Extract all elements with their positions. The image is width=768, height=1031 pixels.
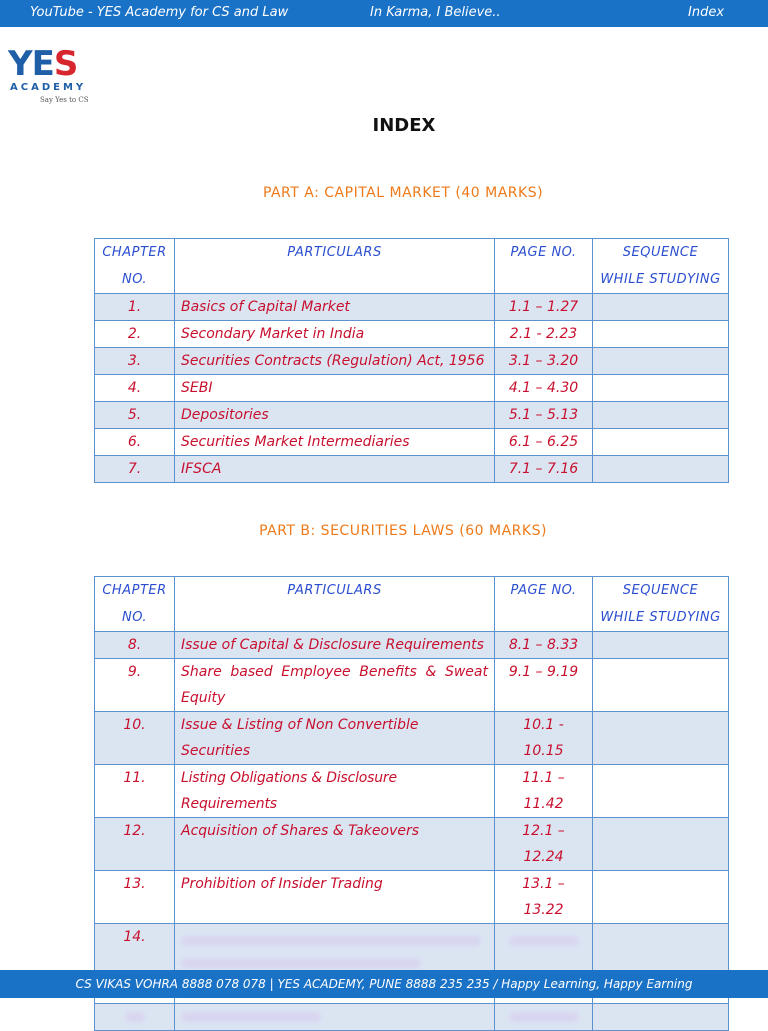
- logo-word-blue: YE: [8, 44, 54, 84]
- table-row: [95, 456, 729, 483]
- col-header-particulars: PARTICULARS: [175, 239, 495, 294]
- header-right-text: Index: [688, 5, 725, 20]
- chapter-no: 7.: [95, 456, 175, 483]
- sequence-cell: [593, 375, 729, 402]
- chapter-particular: Share based Employee Benefits & Sweat Equity: [175, 659, 495, 712]
- col-header-page: PAGE NO.: [495, 239, 593, 294]
- footer-bar: CS VIKAS VOHRA 8888 078 078 | YES ACADEMY, PUNE 8888 235 235 / Happy Learning, Happy Earning: [0, 970, 768, 998]
- chapter-no: 1.: [95, 294, 175, 321]
- chapter-no: 5.: [95, 402, 175, 429]
- chapter-particular: SEBI: [175, 375, 495, 402]
- col-header-sequence: SEQUENCE WHILE STUDYING: [593, 239, 729, 294]
- sequence-cell: [593, 871, 729, 924]
- col-header-chapter: CHAPTER NO.: [95, 239, 175, 294]
- chapter-pages: 5.1 – 5.13: [495, 402, 593, 429]
- col-header-page: PAGE NO.: [495, 577, 593, 632]
- logo-tagline: Say Yes to CS: [40, 96, 89, 104]
- chapter-no: 12.: [95, 818, 175, 871]
- sequence-cell: [593, 429, 729, 456]
- chapter-no: 2.: [95, 321, 175, 348]
- sequence-cell: [593, 348, 729, 375]
- chapter-particular: IFSCA: [175, 456, 495, 483]
- chapter-particular: Securities Contracts (Regulation) Act, 1956: [175, 348, 495, 375]
- chapter-pages: 1.1 – 1.27: [495, 294, 593, 321]
- sequence-cell: [593, 321, 729, 348]
- chapter-particular: Prohibition of Insider Trading: [175, 871, 495, 924]
- part-a-title: PART A: CAPITAL MARKET (40 MARKS): [262, 185, 544, 201]
- part-b-table: [94, 576, 729, 1031]
- chapter-pages: 11.1 – 11.42: [495, 765, 593, 818]
- chapter-no: 13.: [95, 871, 175, 924]
- chapter-pages: 9.1 – 9.19: [495, 659, 593, 712]
- sequence-cell: [593, 659, 729, 712]
- chapter-pages: 6.1 – 6.25: [495, 429, 593, 456]
- chapter-pages-blurred: [495, 924, 593, 977]
- sequence-cell: [593, 924, 729, 977]
- table-row: [95, 712, 729, 765]
- table-header-row: [95, 239, 729, 294]
- table-row-blurred: [95, 1004, 729, 1031]
- chapter-particular: Depositories: [175, 402, 495, 429]
- header-bar: [0, 0, 768, 27]
- chapter-particular: Issue of Capital & Disclosure Requirements: [175, 632, 495, 659]
- page-title: INDEX: [372, 115, 436, 136]
- table-row: [95, 871, 729, 924]
- chapter-pages: 2.1 - 2.23: [495, 321, 593, 348]
- table-row: [95, 294, 729, 321]
- chapter-pages: 8.1 – 8.33: [495, 632, 593, 659]
- chapter-no: 6.: [95, 429, 175, 456]
- sequence-cell: [593, 402, 729, 429]
- table-row: [95, 402, 729, 429]
- table-row: [95, 924, 729, 977]
- sequence-cell: [593, 294, 729, 321]
- chapter-no: 4.: [95, 375, 175, 402]
- part-b-title: PART B: SECURITIES LAWS (60 MARKS): [259, 523, 547, 539]
- part-a-table: [94, 238, 729, 483]
- header-center-text: In Karma, I Believe..: [370, 5, 501, 20]
- table-row: [95, 375, 729, 402]
- header-left-text: YouTube - YES Academy for CS and Law: [30, 5, 289, 20]
- chapter-no: 8.: [95, 632, 175, 659]
- sequence-cell: [593, 765, 729, 818]
- table-row: [95, 321, 729, 348]
- chapter-particular: Acquisition of Shares & Takeovers: [175, 818, 495, 871]
- chapter-no: 11.: [95, 765, 175, 818]
- table-row: [95, 818, 729, 871]
- logo-subtitle: ACADEMY: [10, 82, 87, 93]
- chapter-pages: 10.1 - 10.15: [495, 712, 593, 765]
- sequence-cell: [593, 818, 729, 871]
- chapter-particular: Issue & Listing of Non Convertible Securities: [175, 712, 495, 765]
- col-header-chapter: CHAPTER NO.: [95, 577, 175, 632]
- yes-academy-logo: [8, 46, 92, 108]
- chapter-pages: 12.1 – 12.24: [495, 818, 593, 871]
- table-row: [95, 429, 729, 456]
- table-row: [95, 632, 729, 659]
- sequence-cell: [593, 632, 729, 659]
- chapter-particular-blurred: [175, 924, 495, 977]
- chapter-pages: 7.1 – 7.16: [495, 456, 593, 483]
- chapter-particular: Secondary Market in India: [175, 321, 495, 348]
- col-header-particulars: PARTICULARS: [175, 577, 495, 632]
- chapter-pages: 13.1 – 13.22: [495, 871, 593, 924]
- table-row: [95, 765, 729, 818]
- chapter-pages: 4.1 – 4.30: [495, 375, 593, 402]
- chapter-particular: Securities Market Intermediaries: [175, 429, 495, 456]
- col-header-sequence: SEQUENCE WHILE STUDYING: [593, 577, 729, 632]
- sequence-cell: [593, 712, 729, 765]
- chapter-no: 3.: [95, 348, 175, 375]
- chapter-particular: Listing Obligations & Disclosure Requirements: [175, 765, 495, 818]
- table-row: [95, 659, 729, 712]
- chapter-no: 14.: [95, 924, 175, 977]
- chapter-no: 10.: [95, 712, 175, 765]
- table-row: [95, 348, 729, 375]
- table-header-row: [95, 577, 729, 632]
- chapter-pages: 3.1 – 3.20: [495, 348, 593, 375]
- logo-word-red: S: [53, 44, 78, 84]
- chapter-no: 9.: [95, 659, 175, 712]
- chapter-particular: Basics of Capital Market: [175, 294, 495, 321]
- sequence-cell: [593, 456, 729, 483]
